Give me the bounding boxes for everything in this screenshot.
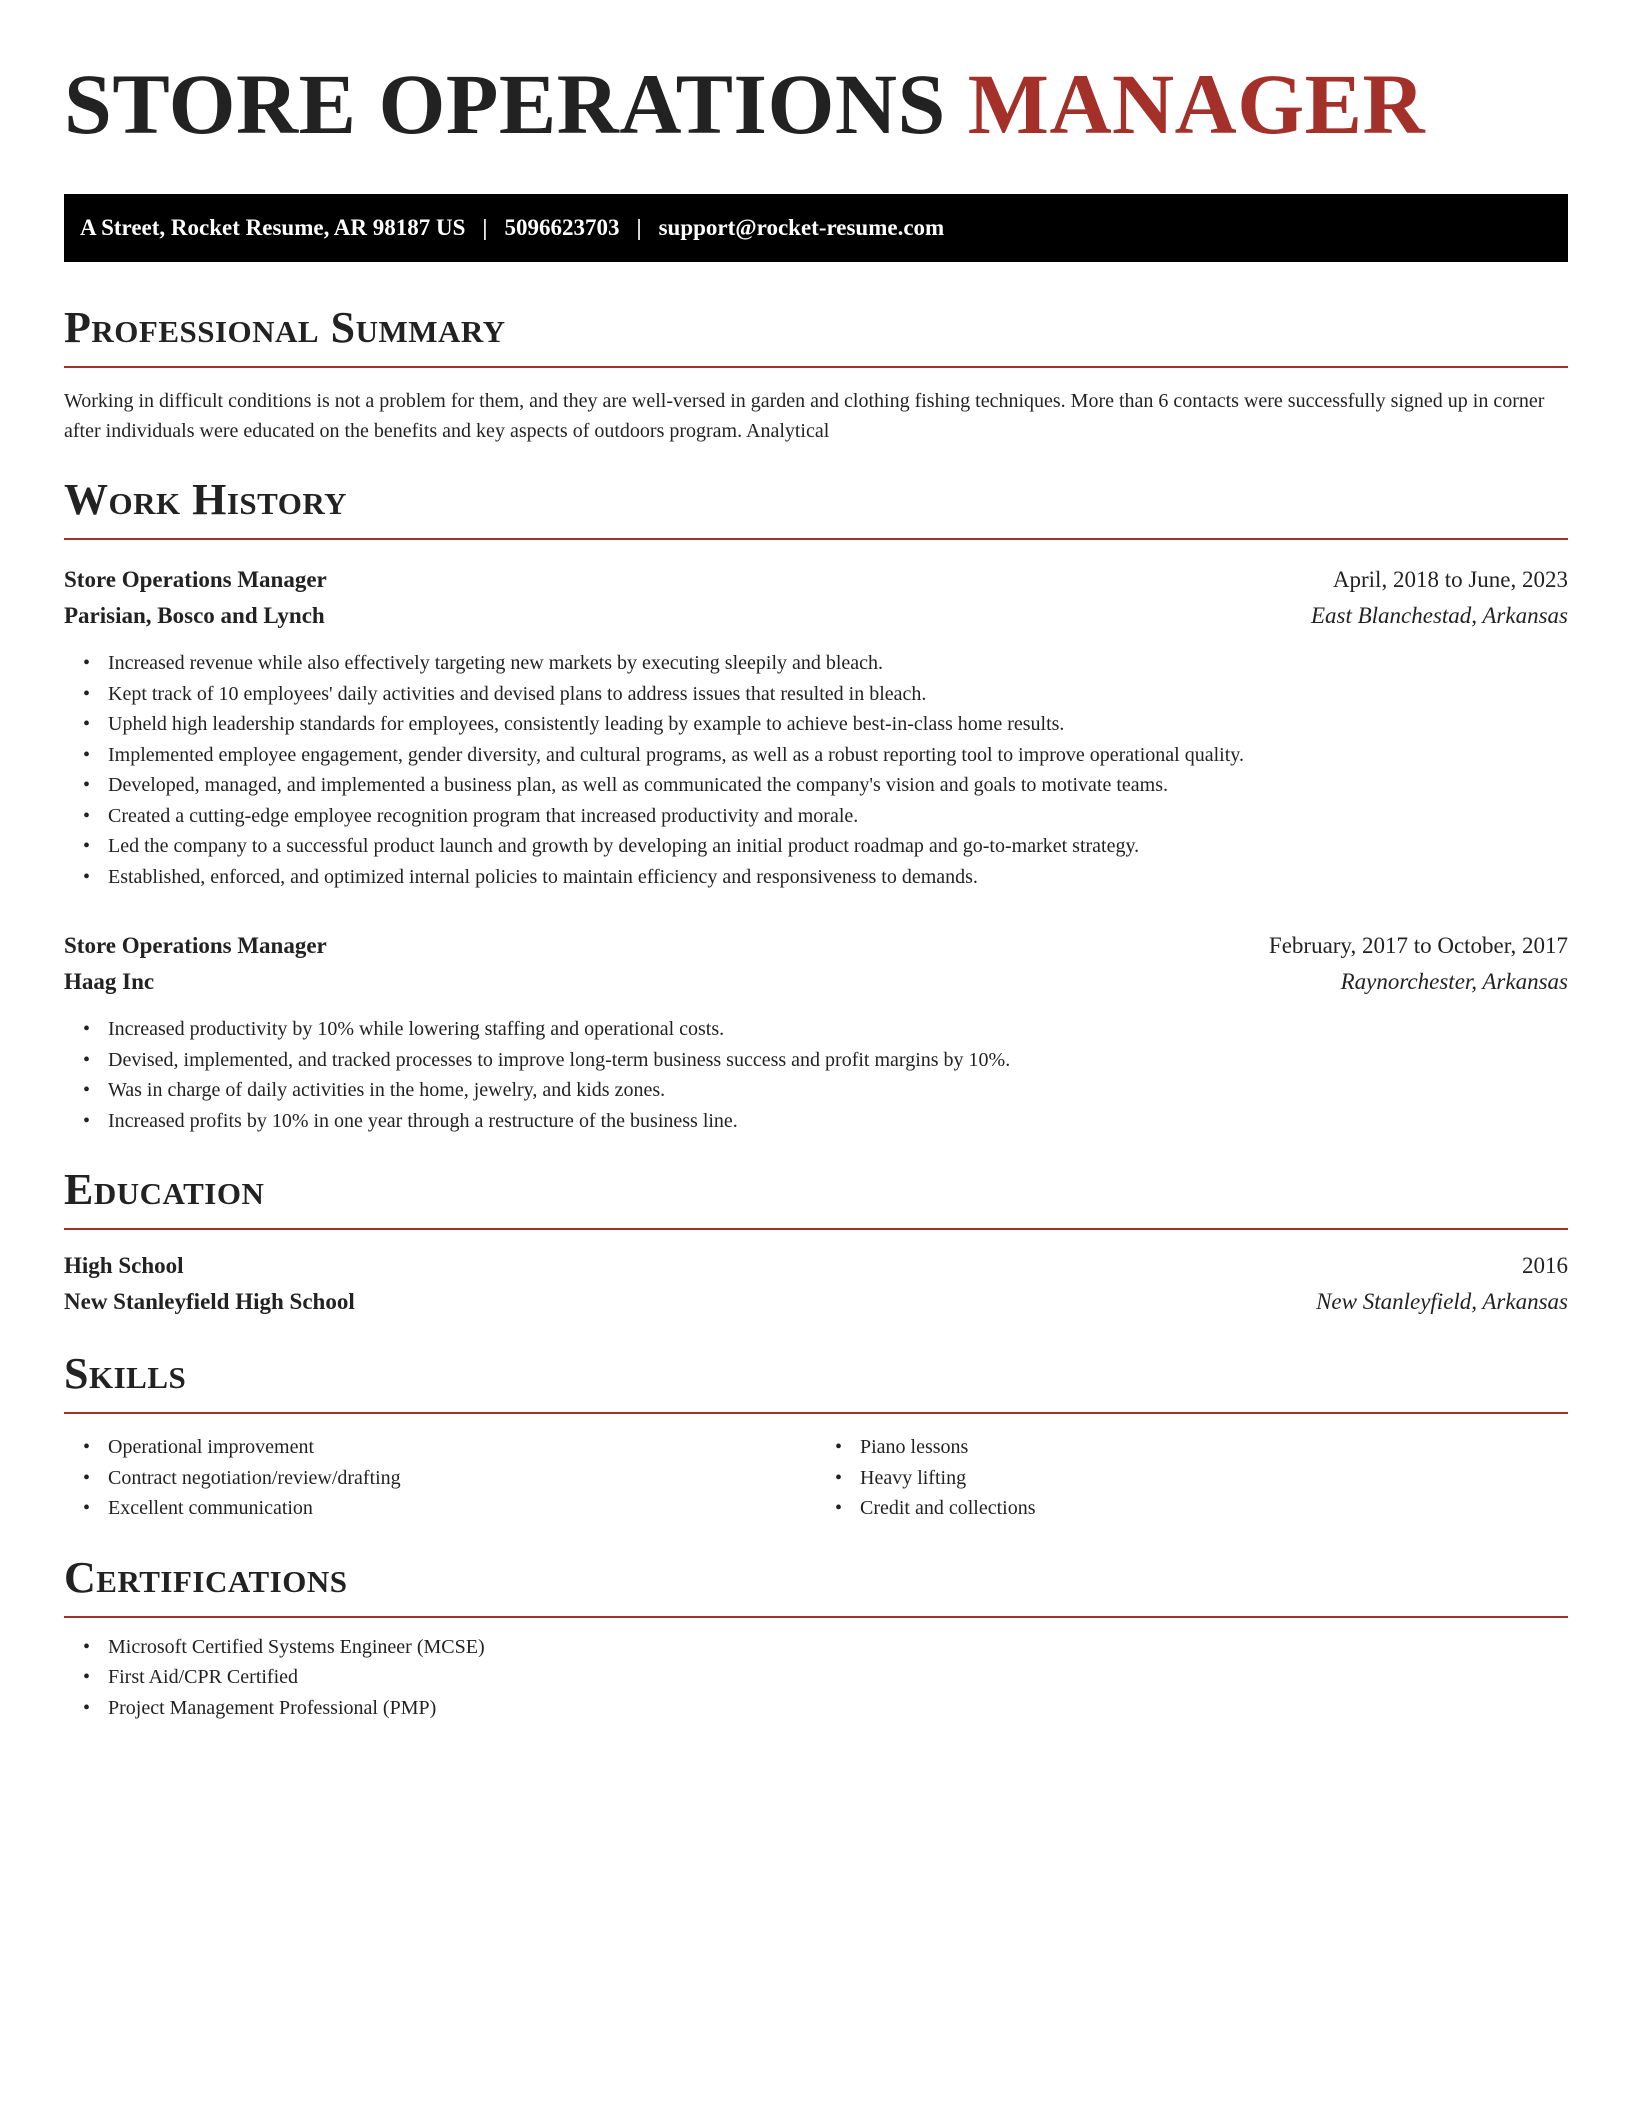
contact-bar [64,194,1568,262]
job-dates: April, 2018 to June, 2023 [1332,567,1568,592]
list-item: • Kept track of 10 employees' daily activities and devised plans to address issues that resulted in bleach. [108,679,1568,710]
education-degree: High School [64,1253,184,1278]
education-header-row [64,1248,1568,1284]
job-entry [64,562,1568,892]
education-entry [64,1248,1568,1320]
certifications-list [64,1632,1568,1724]
job-bullets [64,1014,1568,1136]
contact-separator: | [482,215,488,240]
education-year: 2016 [1522,1253,1568,1278]
contact-email[interactable]: support@rocket-resume.com [658,215,945,240]
list-item: • Created a cutting-edge employee recognition program that increased productivity and morale. [108,801,1568,832]
list-item: • Increased revenue while also effectively targeting new markets by executing sleepily and bleach. [108,648,1568,679]
job-bullets [64,648,1568,892]
section-title-certifications: Certifications [64,1554,1568,1618]
education-school: New Stanleyfield High School [64,1289,355,1314]
list-item: • Established, enforced, and optimized internal policies to maintain efficiency and responsiveness to demands. [108,862,1568,893]
section-title-work-history: Work History [64,476,1568,540]
section-title-summary: Professional Summary [64,304,1568,368]
section-title-skills: Skills [64,1350,1568,1414]
title-accent: MANAGER [967,56,1426,152]
job-location: East Blanchestad, Arkansas [1310,603,1568,628]
list-item: • Developed, managed, and implemented a business plan, as well as communicated the company's vision and goals to motivate teams. [108,770,1568,801]
job-company: Parisian, Bosco and Lynch [64,603,325,628]
skills-column-right [816,1432,1568,1524]
skill-item: • Contract negotiation/review/drafting [108,1463,816,1494]
title-main: STORE OPERATIONS [64,56,968,152]
job-dates: February, 2017 to October, 2017 [1268,933,1568,958]
job-entry [64,928,1568,1136]
certification-item: • Project Management Professional (PMP) [108,1693,1568,1724]
skill-item: • Heavy lifting [860,1463,1568,1494]
job-company-row [64,598,1568,634]
job-company: Haag Inc [64,969,155,994]
skill-item: • Credit and collections [860,1493,1568,1524]
job-header-row [64,562,1568,598]
skills-grid [64,1432,1568,1524]
list-item: • Was in charge of daily activities in the home, jewelry, and kids zones. [108,1075,1568,1106]
skill-item: • Piano lessons [860,1432,1568,1463]
job-company-row [64,964,1568,1000]
job-header-row [64,928,1568,964]
list-item: • Led the company to a successful product launch and growth by developing an initial product roadmap and go-to-market strategy. [108,831,1568,862]
contact-address: A Street, Rocket Resume, AR 98187 US [80,215,466,240]
skills-column-left [64,1432,816,1524]
job-title: Store Operations Manager [64,567,327,592]
list-item: • Increased profits by 10% in one year through a restructure of the business line. [108,1106,1568,1137]
section-title-education: Education [64,1166,1568,1230]
list-item: • Increased productivity by 10% while lowering staffing and operational costs. [108,1014,1568,1045]
job-title: Store Operations Manager [64,933,327,958]
certification-item: • Microsoft Certified Systems Engineer (MCSE) [108,1632,1568,1663]
resume-title [64,56,1568,152]
job-location: Raynorchester, Arkansas [1340,969,1568,994]
certification-item: • First Aid/CPR Certified [108,1662,1568,1693]
education-location: New Stanleyfield, Arkansas [1316,1289,1568,1314]
list-item: • Upheld high leadership standards for employees, consistently leading by example to achieve best-in-class home results. [108,709,1568,740]
list-item: • Devised, implemented, and tracked processes to improve long-term business success and profit margins by 10%. [108,1045,1568,1076]
summary-text: Working in difficult conditions is not a problem for them, and they are well-versed in garden and clothing fishing techniques. More than 6 contacts were successfully signed up in corner after individuals were educated on the benefits and key aspects of outdoors program. Analytical [64,390,1545,442]
contact-separator: | [636,215,642,240]
contact-phone[interactable]: 5096623703 [504,215,620,240]
skill-item: • Excellent communication [108,1493,816,1524]
education-school-row [64,1284,1568,1320]
list-item: • Implemented employee engagement, gender diversity, and cultural programs, as well as a robust reporting tool to improve operational quality. [108,740,1568,771]
skill-item: • Operational improvement [108,1432,816,1463]
